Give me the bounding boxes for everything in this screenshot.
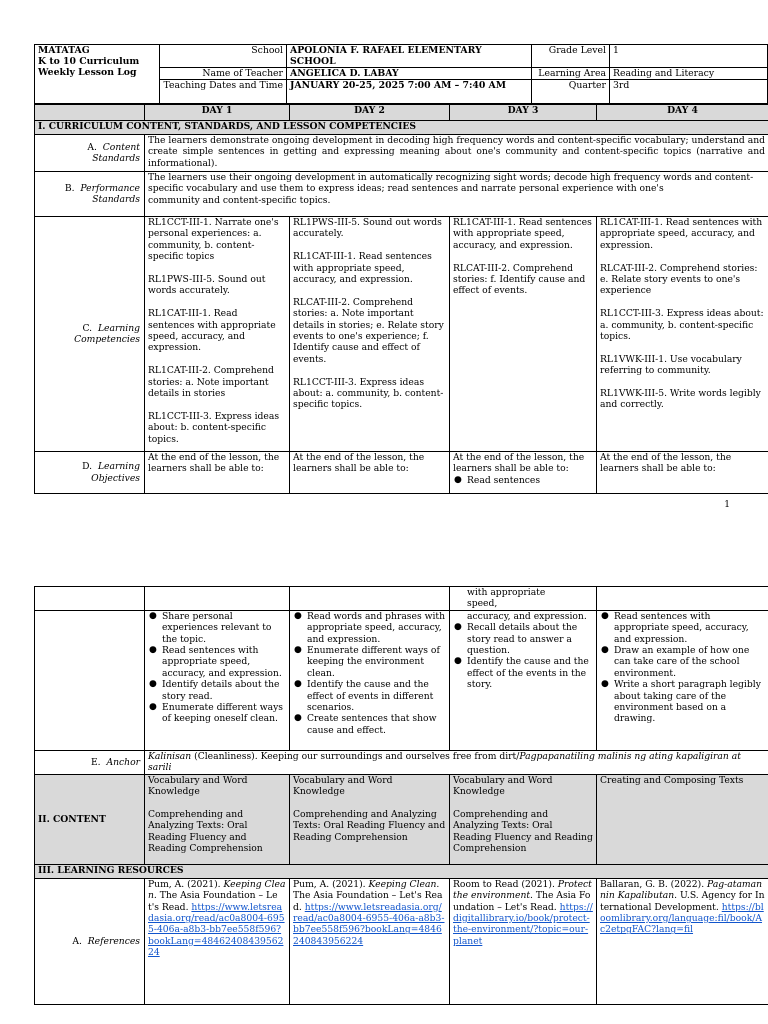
competency-item: RL1VWK-III-1. Use vocabulary referring to community. <box>600 353 742 377</box>
doc-title-line: MATATAG <box>38 45 90 56</box>
doc-title-line: K to 10 Curriculum <box>38 56 140 67</box>
corner-cell <box>35 105 145 121</box>
day-header: DAY 4 <box>597 105 768 121</box>
empty-cell <box>35 610 145 750</box>
row-label-learning-competencies <box>35 217 145 452</box>
row-label-text: References <box>87 935 140 947</box>
objective-item: ● Write a short paragraph legibly about taking care of the environment based on a drawing. <box>600 679 765 725</box>
objective-continuation: speed, <box>467 598 498 610</box>
empty-cell <box>597 587 768 611</box>
school-label: School <box>160 45 287 68</box>
section-heading: III. LEARNING RESOURCES <box>35 864 768 878</box>
row-letter: A. <box>72 935 82 947</box>
competency-item: RL1CAT-III-1. Read sentences with appropriate speed, accuracy, and expression. <box>148 308 276 354</box>
content-item: Vocabulary and Word Knowledge <box>453 774 553 798</box>
grade-label: Grade Level <box>532 45 610 68</box>
anchor-text <box>145 750 768 774</box>
competency-item: RLCAT-III-2. Comprehend stories: e. Relate story events to one's experience <box>600 262 758 297</box>
competency-item: RL1CCT-III-3. Express ideas about: a. community, b. content-specific topics. <box>600 308 764 343</box>
objective-item: ● Identify details about the story read. <box>148 679 286 702</box>
competency-item: RL1CAT-III-2. Comprehend stories: a. Note important details in stories <box>148 365 274 400</box>
area-value: Reading and Literacy <box>610 68 768 80</box>
reference-title: Keeping Clean. <box>148 878 286 902</box>
anchor-term: Kalinisan <box>148 750 192 762</box>
row-label-text: Content Standards <box>92 141 140 164</box>
competency-item: RL1PWS-III-5. Sound out words accurately. <box>148 274 266 297</box>
row-letter: C. <box>82 322 93 334</box>
content-item: Vocabulary and Word Knowledge <box>293 774 393 798</box>
school-value: APOLONIA F. RAFAEL ELEMENTARY SCHOOL <box>287 45 532 68</box>
reference-link[interactable]: https://www.letsreadasia.org/read/ac0a8004-6955-406a-a8b3-bb7ee558f596?bookLang=4846240843956224 <box>148 901 285 959</box>
objective-item: ● Read sentences with appropriate speed, accuracy, and expression. <box>600 611 765 645</box>
objective-continuation: accuracy, and expression. <box>467 610 587 622</box>
competencies-day4 <box>597 217 768 452</box>
objectives-day3 <box>450 610 597 750</box>
objectives-day3-continued <box>450 587 597 611</box>
quarter-value: 3rd <box>610 80 768 104</box>
doc-title <box>35 45 160 104</box>
objectives-intro-day3 <box>450 452 597 494</box>
competency-item: RL1CCT-III-3. Express ideas about: b. content-specific topics. <box>148 410 280 445</box>
objectives-day2 <box>290 610 450 750</box>
grade-value: 1 <box>610 45 768 68</box>
lesson-table-page2 <box>34 586 768 1005</box>
area-label: Learning Area <box>532 68 610 80</box>
content-day2 <box>290 774 450 864</box>
section-heading: I. CURRICULUM CONTENT, STANDARDS, AND LESSON COMPETENCIES <box>35 121 768 135</box>
objective-item: ● Share personal experiences relevant to the topic. <box>148 611 286 645</box>
objective-item: ● Read words and phrases with appropriate speed, accuracy, and expression. <box>293 611 446 645</box>
objective-item: ● Create sentences that show cause and effect. <box>293 713 446 736</box>
row-label-text: Anchor <box>106 756 140 768</box>
objectives-intro-day4: At the end of the lesson, the learners shall be able to: <box>597 452 768 494</box>
content-item: Vocabulary and Word Knowledge <box>148 774 248 798</box>
performance-standards-text <box>145 172 768 217</box>
reference-author: Pum, A. (2021). <box>148 878 224 890</box>
competency-item: RL1VWK-III-5. Write words legibly and correctly. <box>600 388 761 411</box>
row-label-text: Learning Competencies <box>74 322 140 345</box>
reference-publisher: The Asia Foundation – Let's Read. <box>148 890 278 913</box>
day-header: DAY 3 <box>450 105 597 121</box>
row-label-content-standards <box>35 135 145 172</box>
reference-publisher: U.S. Agency for International Development. <box>600 890 765 913</box>
header-table <box>34 44 768 104</box>
objectives-day1 <box>145 610 290 750</box>
content-day1 <box>145 774 290 864</box>
objective-item: ● Read sentences with appropriate speed, accuracy, and expression. <box>148 645 286 679</box>
reference-link[interactable]: https://digitallibrary.io/book/protect-the-environment/?topic=our-planet <box>453 901 593 947</box>
teacher-value: ANGELICA D. LABAY <box>287 68 532 80</box>
references-day1 <box>145 878 290 1004</box>
competency-item: RL1CCT-III-3. Express ideas about: a. community, b. content-specific topics. <box>293 376 444 411</box>
row-label-content: II. CONTENT <box>35 774 145 864</box>
row-letter: B. <box>64 182 75 194</box>
objective-item: ● Identify the cause and the effect of events in different scenarios. <box>293 679 446 713</box>
quarter-label: Quarter <box>532 80 610 104</box>
competency-item: RL1CAT-III-1. Read sentences with appropriate speed, accuracy, and expression. <box>293 251 432 286</box>
objectives-day4 <box>597 610 768 750</box>
objective-continuation: with appropriate <box>467 587 546 598</box>
empty-cell <box>145 587 290 611</box>
row-label-text: Performance Standards <box>80 182 140 205</box>
competencies-day3 <box>450 217 597 452</box>
reference-title: Keeping Clean. <box>368 878 440 890</box>
content-item: Comprehending and Analyzing Texts: Oral Reading Fluency and Reading Comprehension <box>293 809 446 843</box>
reference-link[interactable]: https://bloomlibrary.org/language:fil/book/Ac2etpgFAC?lang=fil <box>600 901 764 936</box>
anchor-description: (Cleanliness). Keeping our surroundings and ourselves free from dirt/ <box>191 750 520 762</box>
empty-cell <box>290 587 450 611</box>
row-label-text: Learning Objectives <box>91 461 140 484</box>
competency-item: RLCAT-III-2. Comprehend stories: f. Identify cause and effect of events. <box>453 262 586 297</box>
reference-publisher: The Asia Foundation – Let's Read. <box>293 890 443 913</box>
content-day3 <box>450 774 597 864</box>
row-label-performance-standards <box>35 172 145 217</box>
dates-value: JANUARY 20-25, 2025 7:00 AM – 7:40 AM <box>287 80 532 104</box>
content-item: Creating and Composing Texts <box>600 774 744 786</box>
references-day2 <box>290 878 450 1004</box>
competency-item: RLCAT-III-2. Comprehend stories: a. Note important details in stories; e. Relate story events to one's experience; f. Identify cause and effect of events. <box>293 296 444 365</box>
objectives-intro-day1: At the end of the lesson, the learners shall be able to: <box>145 452 290 494</box>
row-letter: D. <box>82 461 93 473</box>
row-label-anchor <box>35 750 145 774</box>
competencies-day2 <box>290 217 450 452</box>
row-label-learning-objectives <box>35 452 145 494</box>
objective-item: ● Enumerate different ways of keeping the environment clean. <box>293 645 446 679</box>
performance-standards-line: community and content-specific topics. <box>148 194 331 206</box>
reference-title: Pag-ataman nin Kapalibutan. <box>600 878 763 902</box>
reference-title: Protect the environment. <box>453 878 592 902</box>
objective-item: ● Recall details about the story read to answer a question. <box>453 622 593 656</box>
reference-author: Ballaran, G. B. (2022). <box>600 878 708 890</box>
competency-item: RL1CAT-III-1. Read sentences with appropriate speed, accuracy, and expression. <box>600 217 763 251</box>
objectives-intro: At the end of the lesson, the learners shall be able to: <box>453 452 585 475</box>
objective-item: ● Draw an example of how one can take care of the school environment. <box>600 645 765 679</box>
objective-item: ● Identify the cause and the effect of the events in the story. <box>453 656 593 690</box>
content-standards-text: The learners demonstrate ongoing development in decoding high frequency words and content-specific vocabulary; understand and create simple sentences in getting and expressing meaning about one's community and content-specific topics (narrative and informational). <box>145 135 768 172</box>
competency-item: RL1CCT-III-1. Narrate one's personal experiences: a. community, b. content-specific topics <box>148 217 279 263</box>
performance-standards-line: The learners use their ongoing development in automatically recognizing sight words; decode high frequency words and content-specific vocabulary and use them to express ideas; read sentences and narrate personal experience with one's <box>148 172 754 195</box>
reference-author: Pum, A. (2021). <box>293 878 369 890</box>
day-header: DAY 1 <box>145 105 290 121</box>
doc-title-line: Weekly Lesson Log <box>38 67 137 78</box>
row-letter: A. <box>87 141 97 153</box>
row-letter: E. <box>90 756 101 768</box>
references-day3 <box>450 878 597 1004</box>
objectives-intro-day2: At the end of the lesson, the learners shall be able to: <box>290 452 450 494</box>
content-item: Comprehending and Analyzing Texts: Oral Reading Fluency and Reading Comprehension <box>148 809 263 855</box>
page-number: 1 <box>724 500 730 510</box>
reference-author: Room to Read (2021). <box>453 878 558 890</box>
objective-item: ● Enumerate different ways of keeping oneself clean. <box>148 702 286 725</box>
anchor-translation: Pagpapanatiling malinis ng ating kapaligiran at sarili <box>148 750 741 774</box>
content-day4 <box>597 774 768 864</box>
competency-item: RL1PWS-III-5. Sound out words accurately. <box>293 217 442 240</box>
day-header: DAY 2 <box>290 105 450 121</box>
references-day4 <box>597 878 768 1004</box>
teacher-label: Name of Teacher <box>160 68 287 80</box>
row-label-references <box>35 878 145 1004</box>
dates-label: Teaching Dates and Time <box>160 80 287 104</box>
content-item: Comprehending and Analyzing Texts: Oral Reading Fluency and Reading Comprehension <box>453 809 593 855</box>
empty-cell <box>35 587 145 611</box>
lesson-table-page1 <box>34 104 768 494</box>
competencies-day1 <box>145 217 290 452</box>
objective-item: ● Read sentences <box>453 475 593 486</box>
reference-link[interactable]: https://www.letsreadasia.org/read/ac0a8004-6955-406a-a8b3- bb7ee558f596?bookLang=4846240843956224 <box>293 901 445 947</box>
competency-item: RL1CAT-III-1. Read sentences with appropriate speed, accuracy, and expression. <box>453 217 592 251</box>
reference-publisher: The Asia Foundation – Let's Read. <box>453 890 591 913</box>
